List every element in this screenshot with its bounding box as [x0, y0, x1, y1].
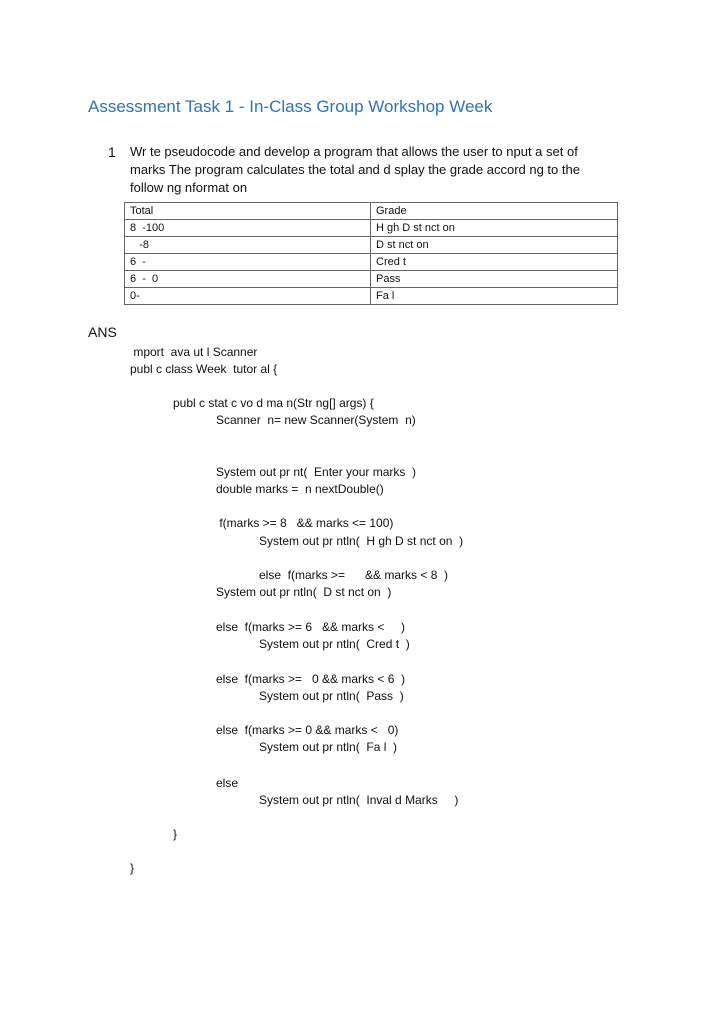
- total-cell: 6 - 0: [125, 271, 371, 288]
- code-line: System out pr ntln( Fa l ): [259, 740, 398, 754]
- code-line: }: [130, 861, 135, 875]
- code-line: System out pr ntln( Cred t ): [259, 637, 410, 651]
- code-line: mport ava ut l Scanner: [130, 345, 258, 359]
- code-line: Scanner n= new Scanner(System n): [216, 413, 416, 427]
- code-line: else f(marks >= && marks < 8 ): [259, 568, 449, 582]
- grade-cell: Pass: [371, 271, 618, 288]
- grade-cell: Cred t: [371, 254, 618, 271]
- total-cell: 8 -100: [125, 220, 371, 237]
- code-line: double marks = n nextDouble(): [216, 482, 384, 496]
- code-line: else f(marks >= 6 && marks < ): [216, 620, 406, 634]
- code-line: System out pr nt( Enter your marks ): [216, 465, 417, 479]
- header-grade: Grade: [371, 203, 618, 220]
- code-line: System out pr ntln( H gh D st nct on ): [259, 534, 464, 548]
- total-cell: -8: [125, 237, 371, 254]
- code-line: publ c class Week tutor al {: [130, 362, 278, 376]
- code-line: System out pr ntln( D st nct on ): [216, 585, 392, 599]
- page-heading: Assessment Task 1 - In-Class Group Workshop Week: [88, 97, 493, 116]
- question-line: marks The program calculates the total and d splay the grade accord ng to the: [130, 162, 580, 177]
- total-cell: 0-: [125, 288, 371, 305]
- code-line: publ c stat c vo d ma n(Str ng[] args) {: [173, 396, 374, 410]
- grade-cell: D st nct on: [371, 237, 618, 254]
- code-line: System out pr ntln( Pass ): [259, 689, 404, 703]
- total-cell: 6 -: [125, 254, 371, 271]
- question-line: Wr te pseudocode and develop a program that allows the user to nput a set of: [130, 144, 578, 159]
- question-number: 1: [108, 144, 116, 160]
- code-line: System out pr ntln( Inval d Marks ): [259, 793, 459, 807]
- code-line: else f(marks >= 0 && marks < 0): [216, 723, 399, 737]
- code-line: f(marks >= 8 && marks <= 100): [216, 516, 394, 530]
- code-line: else f(marks >= 0 && marks < 6 ): [216, 672, 406, 686]
- grade-cell: Fa l: [371, 288, 618, 305]
- grade-cell: H gh D st nct on: [371, 220, 618, 237]
- question-line: follow ng nformat on: [130, 180, 248, 195]
- code-line: }: [173, 827, 178, 841]
- code-line: else: [216, 776, 239, 790]
- header-total: Total: [125, 203, 371, 220]
- answer-label: ANS: [88, 324, 117, 340]
